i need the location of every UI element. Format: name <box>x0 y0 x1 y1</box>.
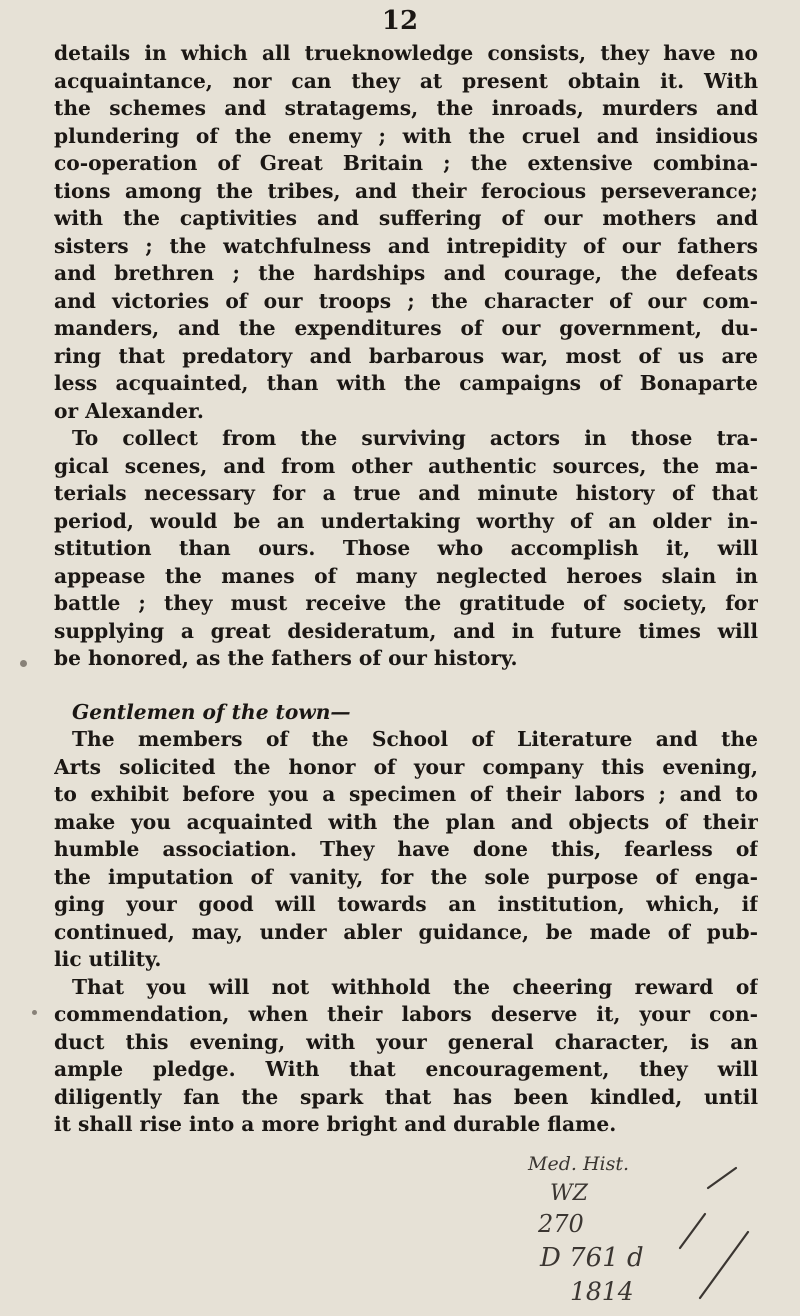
text-line: co-operation of Great Britain ; the extensive combina- <box>54 151 758 175</box>
text-line: with the captivities and suffering of our mothers and <box>54 206 758 230</box>
pencil-stroke <box>680 1214 705 1248</box>
text-line: make you acquainted with the plan and objects of their <box>54 809 758 834</box>
paragraph-4 <box>54 974 758 1139</box>
text-line: or Alexander. <box>54 398 204 423</box>
ink-speck <box>32 1010 37 1015</box>
text-line: and victories of our troops ; the character of our com- <box>54 288 758 313</box>
call-number-annotation <box>500 1148 760 1308</box>
annotation-line: 270 <box>538 1210 584 1238</box>
paragraph-1 <box>54 40 758 425</box>
annotation-line: 1814 <box>570 1277 634 1306</box>
annotation-line: Med. Hist. <box>528 1153 630 1175</box>
page-number: 12 <box>381 6 419 36</box>
text-line: and brethren ; the hardships and courage, the defeats <box>54 261 758 285</box>
text-line: it shall rise into a more bright and durable flame. <box>54 1112 617 1136</box>
text-line: plundering of the enemy ; with the cruel and insidious <box>54 123 758 148</box>
text-line: humble association. They have done this, fearless of <box>54 837 758 861</box>
text-line: battle ; they must receive the gratitude of society, for <box>54 591 758 615</box>
annotation-line: WZ <box>550 1181 588 1206</box>
text-line: manders, and the expenditures of our government, du- <box>54 316 758 340</box>
text-line: acquaintance, nor can they at present obtain it. With <box>54 68 758 93</box>
text-line: terials necessary for a true and minute history of that <box>54 481 758 505</box>
text-line: ring that predatory and barbarous war, most of us are <box>54 343 758 368</box>
text-line: To collect from the surviving actors in those tra- <box>72 426 758 450</box>
pencil-stroke <box>708 1168 736 1188</box>
text-line: appease the manes of many neglected heroes slain in <box>54 563 758 588</box>
text-line: to exhibit before you a specimen of their labors ; and to <box>54 782 758 806</box>
text-line: diligently fan the spark that has been kindled, until <box>54 1084 758 1109</box>
text-line: duct this evening, with your general character, is an <box>54 1029 758 1054</box>
text-line: sisters ; the watchfulness and intrepidity of our fathers <box>54 233 758 258</box>
text-line: period, would be an undertaking worthy of an older in- <box>54 508 758 533</box>
text-line: lic utility. <box>54 947 162 971</box>
text-line: supplying a great desideratum, and in future times will <box>54 618 758 643</box>
paragraph-2 <box>54 425 758 673</box>
text-line: Arts solicited the honor of your company this evening, <box>54 754 758 779</box>
text-line: the imputation of vanity, for the sole purpose of enga- <box>54 864 758 889</box>
text-line: stitution than ours. Those who accomplish it, will <box>54 536 758 560</box>
text-line: details in which all trueknowledge consists, they have no <box>54 41 758 65</box>
text-line: less acquainted, than with the campaigns of Bonaparte <box>54 371 758 395</box>
salutation: Gentlemen of the town— <box>72 699 351 724</box>
text-line: ample pledge. With that encouragement, they will <box>54 1057 758 1081</box>
text-line: be honored, as the fathers of our history. <box>54 646 518 670</box>
ink-speck <box>20 660 27 667</box>
text-line: gical scenes, and from other authentic sources, the ma- <box>54 453 758 478</box>
paragraph-3 <box>54 726 758 974</box>
text-line: That you will not withhold the cheering reward of <box>72 974 758 999</box>
text-line: continued, may, under abler guidance, be made of pub- <box>54 919 758 944</box>
text-line: The members of the School of Literature and the <box>72 727 758 751</box>
body-text <box>54 40 758 1139</box>
handwritten-call-number <box>500 1148 760 1308</box>
text-line: the schemes and stratagems, the inroads, murders and <box>54 96 758 120</box>
text-line: commendation, when their labors deserve it, your con- <box>54 1002 758 1026</box>
text-line: ging your good will towards an institution, which, if <box>54 892 758 916</box>
pencil-stroke <box>700 1232 748 1298</box>
annotation-line: D 761 d <box>540 1243 644 1273</box>
text-line: tions among the tribes, and their ferocious perseverance; <box>54 178 758 203</box>
